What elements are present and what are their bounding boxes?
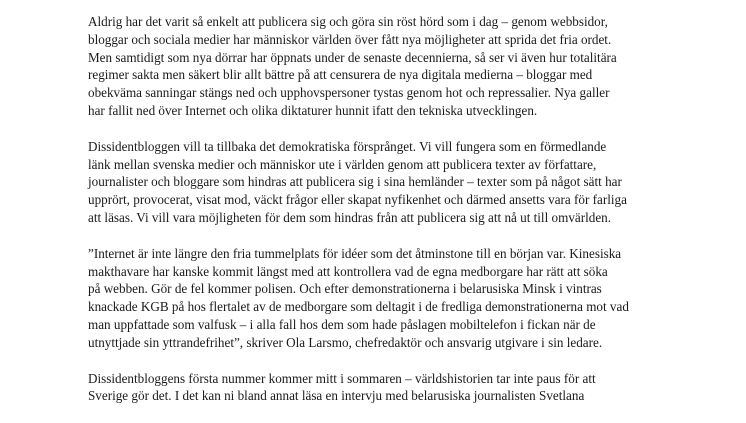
text-line: på webben. Gör de fel kommer polisen. Och efter demonstrationerna i belarusiska Minsk i vintras (88, 281, 602, 297)
text-line: Dissidentbloggens första nummer kommer mitt i sommaren – världshistorien tar inte paus för att (88, 370, 596, 386)
text-line: Men samtidigt som nya dörrar har öppnats under de senaste decennierna, så ser vi även hur totalitära (88, 49, 617, 65)
text-line: att läsas. Vi vill vara möjligheten för dem som hindras från att publicera sig att nå ut till omvärlden. (88, 209, 612, 225)
text-line: upprört, provocerat, visat mod, väckt frågor eller skapat nyfikenhet och därmed ansetts vara för farliga (88, 192, 627, 208)
text-line: man uppfattade som valfusk – i alla fall hos dem som hade påslagen mobiltelefon i fickan när de (88, 316, 596, 332)
text-line: ”Internet är inte längre den fria tummelplats för idéer som det åtminstone till en början var. Kinesiska (88, 245, 622, 261)
text-line: Dissidentbloggen vill ta tillbaka det demokratiska försprånget. Vi vill fungera som en förmedlande (88, 138, 607, 154)
text-line: Sverige gör det. I det kan ni bland annat läsa en intervju med belarusiska journalisten Svetlana (88, 388, 585, 404)
text-line: obekväma sanningar stängs ned och upphovspersoner tystas genom hot och repressalier. Nya galler (88, 85, 610, 101)
paragraph-mission (88, 138, 668, 227)
paragraph-first-issue (88, 370, 668, 406)
text-line: länk mellan svenska medier och människor ute i världen genom att publicera texter av författare, (88, 156, 597, 172)
paragraph-quote (88, 245, 668, 352)
text-line: utnyttjade sin yttrandefrihet”, skriver Ola Larsmo, chefredaktör och ansvarig utgivare i sin ledare. (88, 334, 603, 350)
text-line: knackade KGB på hos flertalet av de medborgare som deltagit i de fredliga demonstrationerna mot vad (88, 299, 629, 315)
text-line: journalister och bloggare som hindras att publicera sig i sina hemländer – texter som på något sätt har (88, 174, 622, 190)
paragraph-intro (88, 13, 668, 120)
text-line: regimer sakta men säkert blir allt bättre på att censurera de nya digitala medierna – bloggar med (88, 67, 593, 83)
text-line: bloggar och sociala medier har människor världen över fått nya möjligheter att sprida det fria ordet. (88, 31, 612, 47)
text-line: Aldrig har det varit så enkelt att publicera sig och göra sin röst hörd som i dag – genom webbsidor, (88, 14, 608, 29)
document-page (88, 13, 668, 423)
text-line: makthavare har kanske kommit längst med att kontrollera vad de egna medborgare har rätt att söka (88, 263, 608, 279)
text-line: har fallit ned över Internet och olika diktaturer hunnit ifatt den tekniska utvecklingen. (88, 102, 538, 118)
